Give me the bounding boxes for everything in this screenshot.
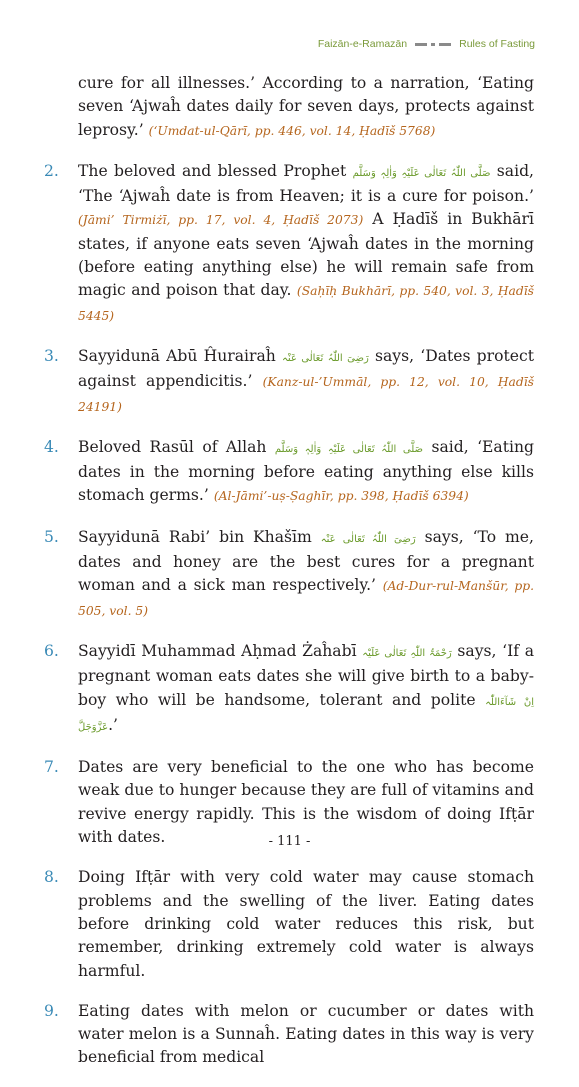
item-number: 2. [44,161,59,180]
list-item: 7. Dates are very beneficial to the one who has become weak due to hunger because they are full of vitamins and revive energy rapidly. This is the wisdom of doing Ifṭār with dates. [44,758,534,847]
list-item: 8. Doing Ifṭār with very cold water may cause stomach problems and the swelling of the liver. Eating dates before drinking cold water reduces this risk, but remember, drinking extremely cold water is always harmful. [44,868,534,980]
reference: (Saḥīḥ Bukhārī, pp. 540, vol. 3, Ḥadīš 5445) [78,284,534,323]
item-number: 4. [44,437,59,456]
list-item: 9. Eating dates with melon or cucumber or dates with water melon is a Sunnaĥ. Eating dates in this way is very beneficial from medical [44,1001,534,1067]
reference: (‘Umdat-ul-Qārī, pp. 446, vol. 14, Ḥadīš 5768) [148,123,436,138]
arabic-salutation: رَضِیَ اللّٰہُ تَعَالٰی عَنْہ [320,533,416,545]
reference: (Al-Jāmi’-uṣ-Ṣaghīr, pp. 398, Ḥadīš 6394) [213,489,469,504]
arabic-salutation: رَضِیَ اللّٰہُ تَعَالٰی عَنْہ [282,352,369,364]
chapter-title: Rules of Fasting [459,38,535,50]
list-item: 3. Sayyidunā Abū Ĥurairaĥ رَضِیَ اللّٰہُ تَعَالٰی عَنْہ says, ‘Dates protect against appendicitis.’ (Kanz-ul-’Ummāl, pp. 12, vol. 10, Ḥadīš 24191) [44,346,534,414]
item-number: 9. [44,1001,59,1020]
arabic-salutation: صَلَّی اللّٰہُ تَعَالٰی عَلَیْہِ وَاٰلِہٖ وَسَلَّم [352,167,491,179]
continued-paragraph: cure for all illnesses.’ According to a narration, ‘Eating seven ‘Ajwaĥ dates daily for seven days, protects against leprosy.’ (‘Umdat-ul-Qārī, pp. 446, vol. 14, Ḥadīš 5768) [78,74,534,139]
book-title: Faizān-e-Ramazān [317,38,408,50]
item-number: 3. [44,346,59,365]
list-item: 6. Sayyidī Muhammad Aḥmad Żaĥabī رَحْمَۃُ اللّٰہِ تَعَالٰی عَلَیْہ says, ‘If a pregnant woman eats dates she will give birth to a baby-boy who will be handsome, tolerant and polite اِنْ شَآءَاللّٰہ عَزَّوَجَلَّ.’ [44,641,535,734]
arabic-phrase: اِنْ شَآءَاللّٰہ عَزَّوَجَلَّ [78,696,534,733]
item-number: 7. [44,758,59,777]
item-number: 8. [44,868,59,887]
page-body [44,72,535,1087]
arabic-salutation: رَحْمَۃُ اللّٰہِ تَعَالٰی عَلَیْہ [362,647,452,659]
running-header [318,38,535,50]
header-divider [415,43,451,46]
item-number: 6. [44,641,59,660]
item-number: 5. [44,527,59,546]
reference: (Jāmi’ Tirmiżī, pp. 17, vol. 4, Ḥadīš 2073) [78,213,364,228]
reference: (Ad-Dur-rul-Manšūr, pp. 505, vol. 5) [78,579,534,618]
reference: (Kanz-ul-’Ummāl, pp. 12, vol. 10, Ḥadīš 24191) [78,375,534,414]
arabic-salutation: صَلَّی اللّٰہُ تَعَالٰی عَلَیْہِ وَاٰلِہٖ وَسَلَّم [274,443,424,455]
list-item: 4. Beloved Rasūl of Allah صَلَّی اللّٰہُ تَعَالٰی عَلَیْہِ وَاٰلِہٖ وَسَلَّم said, ‘Eating dates in the morning before eating anything else kills stomach germs.’ (Al-Jāmi’-uṣ-Ṣaghīr, pp. 398, Ḥadīš 6394) [44,437,535,505]
page-number: - 111 - [268,834,311,849]
list-item: 2. The beloved and blessed Prophet صَلَّی اللّٰہُ تَعَالٰی عَلَیْہِ وَاٰلِہٖ وَسَلَّم said, ‘The ‘Ajwaĥ date is from Heaven; it is a cure for poison.’ (Jāmi’ Tirmiżī, pp. 17, vol. 4, Ḥadīš 2073) A Ḥadīš in Bukhārī states, if anyone eats seven ‘Ajwaĥ dates in the morning (before eating anything else) he will remain safe from magic and poison that day. (Saḥīḥ Bukhārī, pp. 540, vol. 3, Ḥadīš 5445) [44,161,535,323]
list-item: 5. Sayyidunā Rabi’ bin Khašīm رَضِیَ اللّٰہُ تَعَالٰی عَنْہ says, ‘To me, dates and honey are the best cures for a pregnant woman and a sick man respectively.’ (Ad-Dur-rul-Manšūr, pp. 505, vol. 5) [44,527,534,618]
